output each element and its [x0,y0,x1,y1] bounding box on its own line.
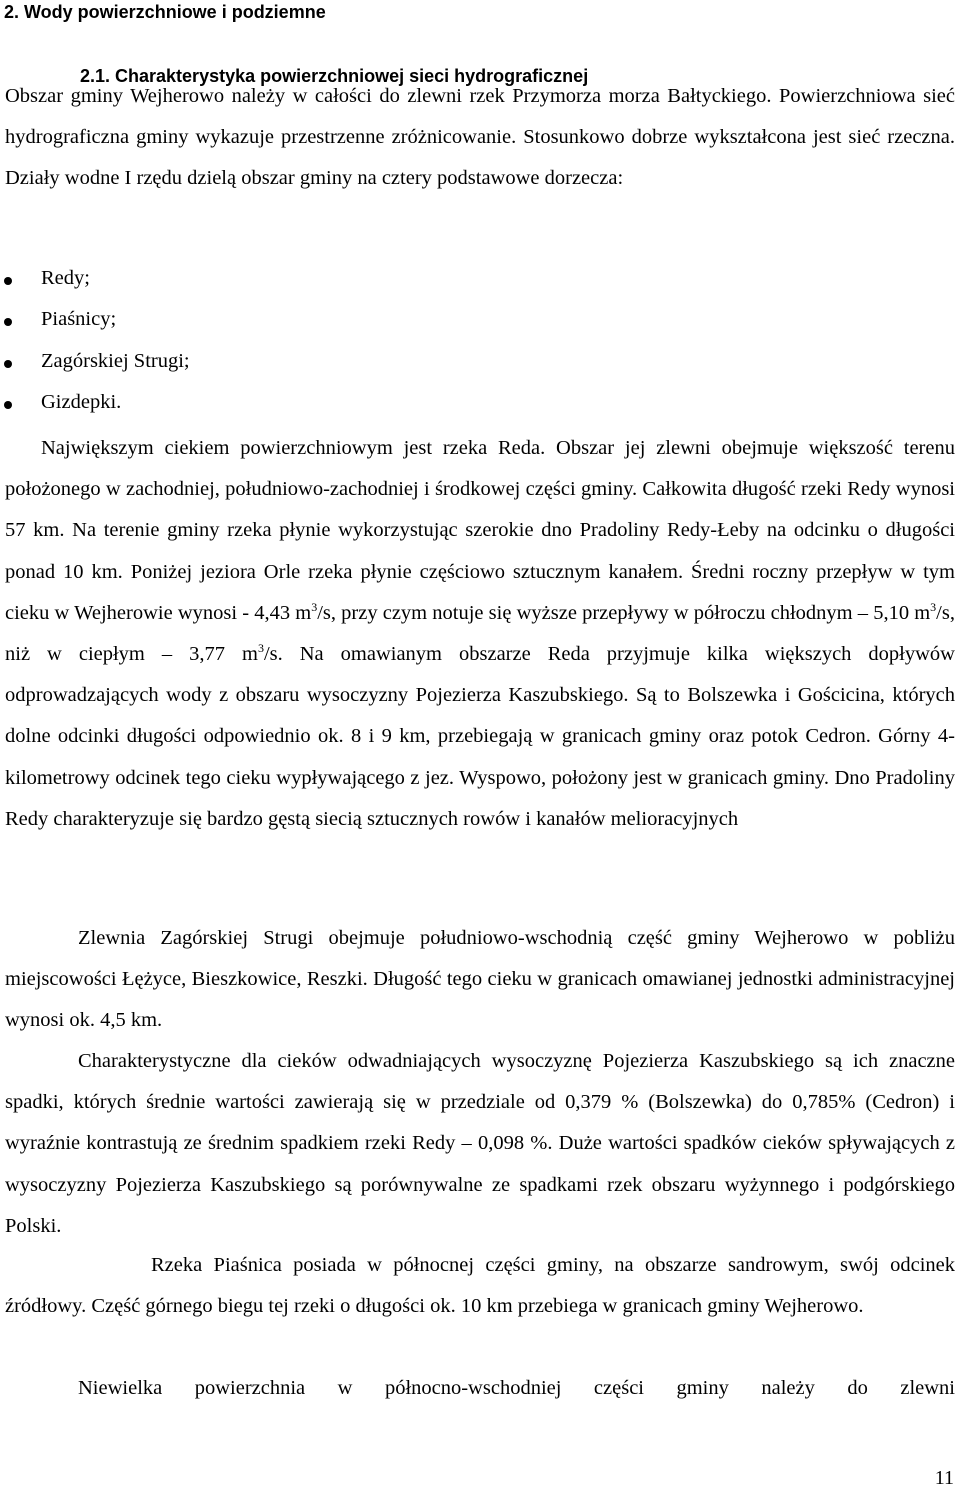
basin-name: Gizdepki. [41,391,122,414]
basin-name: Redy; [41,267,90,289]
reda-text-3: /s, niż w ciepłym – 3,77 m [5,601,955,666]
northeast-paragraph: Niewielka powierzchnia w północno-wschodniej części gminy należy do zlewni [78,1377,955,1399]
reda-text-2: /s, przy czym notuje się wyższe przepływy w półroczu chłodnym – 5,10 m [317,601,931,624]
superscript: 3 [311,599,318,614]
zagorska-paragraph: Zlewnia Zagórskiej Strugi obejmuje południowo-wschodnią część gminy Wejherowo w pobliżu miejscowości Łężyce, Bieszkowice, Reszki. Długość tego cieku w granicach omawianej jednostki administracyjnej wynosi ok. 4,5 km. [5,927,955,1032]
reda-text-4: /s. Na omawianym obszarze Reda przyjmuje kilka większych dopływów odprowadzających wody z obszaru wysoczyzny Pojezierza Kaszubskiego. Są to Bolszewka i Gościcina, których dolne odcinki długości odpowiednio ok. 8 i 9 km, przebiegają w granicach gminy oraz potok Cedron. Górny 4-kilometrowy odcinek tego cieku wypływającego z jez. Wyspowo, położony jest w granicach gminy. Dno Pradoliny Redy charakteryzuje się bardzo gęstą siecią sztucznych rowów i kanałów melioracyjnych [5,643,955,830]
superscript: 3 [930,599,937,614]
basin-name: Zagórskiej Strugi; [41,349,190,372]
subsection-heading: 2.1. Charakterystyka powierzchniowej sieci hydrograficznej [80,66,589,86]
bullet-icon [4,401,12,409]
reda-paragraph [5,428,955,840]
intro-paragraph: Obszar gminy Wejherowo należy w całości do zlewni rzek Przymorza morza Bałtyckiego. Powierzchniowa sieć hydrograficzna gminy wykazuje przestrzenne zróżnicowanie. Stosunkowo dobrze wykształcona jest sieć rzeczna. Działy wodne I rzędu dzielą obszar gminy na cztery podstawowe dorzecza: [5,85,955,190]
page-number: 11 [934,1467,954,1489]
basin-name: Piaśnicy; [41,308,117,331]
section-heading: 2. Wody powierzchniowe i podziemne [4,2,326,22]
bullet-icon [4,360,12,368]
slopes-paragraph: Charakterystyczne dla cieków odwadniających wysoczyznę Pojezierza Kaszubskiego są ich znaczne spadki, których średnie wartości zawierają się w przedziale od 0,379 % (Bolszewka) do 0,785% (Cedron) i wyraźnie kontrastują ze średnim spadkiem rzeki Redy – 0,098 %. Duże wartości spadków cieków spływających z wysoczyzny Pojezierza Kaszubskiego są porównywalne ze spadkami rzek obszaru wyżynnego i podgórskiego Polski. [5,1050,955,1237]
piasnica-paragraph: Rzeka Piaśnica posiada w północnej części gminy, na obszarze sandrowym, swój odcinek źródłowy. Część górnego biegu tej rzeki o długości ok. 10 km przebiega w granicach gminy Wejherowo. [5,1254,955,1318]
reda-text-1: Największym ciekiem powierzchniowym jest rzeka Reda. Obszar jej zlewni obejmuje większość terenu położonego w zachodniej, południowo-zachodniej i środkowej części gminy. Całkowita długość rzeki Redy wynosi 57 km. Na terenie gminy rzeka płynie wykorzystując szerokie dno Pradoliny Redy-Łeby na odcinku o długości ponad 10 km. Poniżej jeziora Orle rzeka płynie częściowo sztucznym kanałem. Średni roczny przepływ w tym cieku w Wejherowie wynosi - 4,43 m [5,437,955,624]
bullet-icon [4,318,12,326]
superscript: 3 [257,641,264,656]
bullet-icon [4,277,12,285]
